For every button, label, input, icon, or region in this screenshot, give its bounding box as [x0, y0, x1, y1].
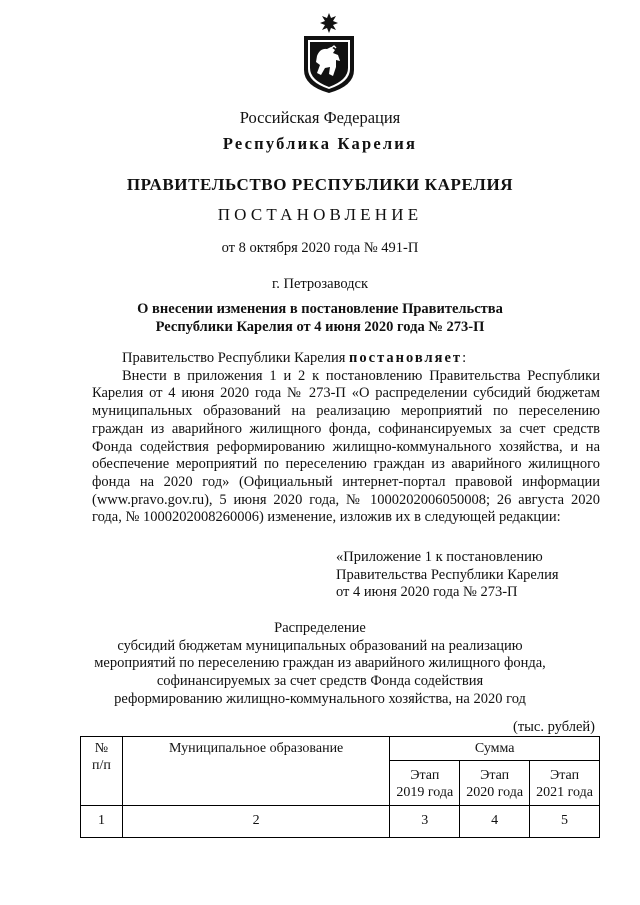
karelia-emblem-icon	[300, 12, 358, 94]
units-label: (тыс. рублей)	[513, 719, 595, 735]
table-row	[81, 806, 600, 838]
subsidy-table	[80, 736, 600, 838]
document-body	[92, 350, 600, 527]
appendix-reference	[336, 549, 606, 602]
title-line: Республики Карелия от 4 июня 2020 года № 273-П	[155, 319, 485, 335]
document-title	[0, 300, 640, 336]
distribution-line: софинансируемых за счет средств Фонда содействия	[156, 673, 484, 690]
distribution-line: мероприятий по переселению граждан из аварийного жилищного фонда,	[94, 655, 546, 672]
intro-paragraph	[92, 350, 600, 368]
document-city: г. Петрозаводск	[271, 276, 369, 292]
appendix-line: от 4 июня 2020 года № 273-П	[336, 584, 518, 601]
main-paragraph: Внести в приложения 1 и 2 к постановлению Правительства Республики Карелия от 4 июня 2020 года № 273-П «О распределении субсидий бюджетам муниципальных образований на реализацию мероприятий по переселению граждан из аварийного жилищного фонда, софинансируемых за счет средств Фонда содействия реформированию жилищно-коммунального хозяйства, и на обеспечение мероприятий по переселению граждан из аварийного жилищного фонда на 2020 год» (Официальный интернет-портал правовой информации (www.pravo.gov.ru), 5 июня 2020 года, № 1000202006050008; 26 августа 2020 года, № 1000202008260006) изменение, изложив их в следующей редакции:	[92, 367, 600, 526]
republic-name: Республика Карелия	[222, 134, 418, 153]
distribution-line: реформированию жилищно-коммунального хозяйства, на 2020 год	[114, 690, 526, 707]
distribution-line: Распределение	[274, 620, 366, 636]
header-number: № п/п	[81, 737, 123, 806]
table-cell: 2	[122, 806, 389, 838]
distribution-heading	[0, 620, 640, 709]
appendix-line: «Приложение 1 к постановлению	[336, 549, 543, 565]
header-municipality: Муниципальное образование	[122, 737, 389, 806]
header-stage-2020: Этап 2020 года	[460, 761, 530, 806]
header-stage-2019: Этап 2019 года	[390, 761, 460, 806]
federation-name: Российская Федерация	[239, 108, 401, 127]
header-sum: Сумма	[390, 737, 600, 761]
intro-action: постановляет	[349, 350, 463, 366]
appendix-line: Правительства Республики Карелия	[336, 566, 559, 583]
distribution-line: субсидий бюджетам муниципальных образований на реализацию	[117, 637, 523, 654]
table-header-row	[81, 737, 600, 761]
table-cell: 3	[390, 806, 460, 838]
document-type: ПОСТАНОВЛЕНИЕ	[217, 205, 423, 224]
intro-prefix: Правительство Республики Карелия	[122, 350, 350, 366]
table-cell: 4	[460, 806, 530, 838]
table-cell: 5	[530, 806, 600, 838]
table-cell: 1	[81, 806, 123, 838]
header-stage-2021: Этап 2021 года	[530, 761, 600, 806]
title-line: О внесении изменения в постановление Правительства	[137, 301, 503, 317]
intro-suffix: :	[462, 350, 467, 366]
document-date-number: от 8 октября 2020 года № 491-П	[221, 240, 419, 256]
government-name: ПРАВИТЕЛЬСТВО РЕСПУБЛИКИ КАРЕЛИЯ	[126, 175, 514, 194]
